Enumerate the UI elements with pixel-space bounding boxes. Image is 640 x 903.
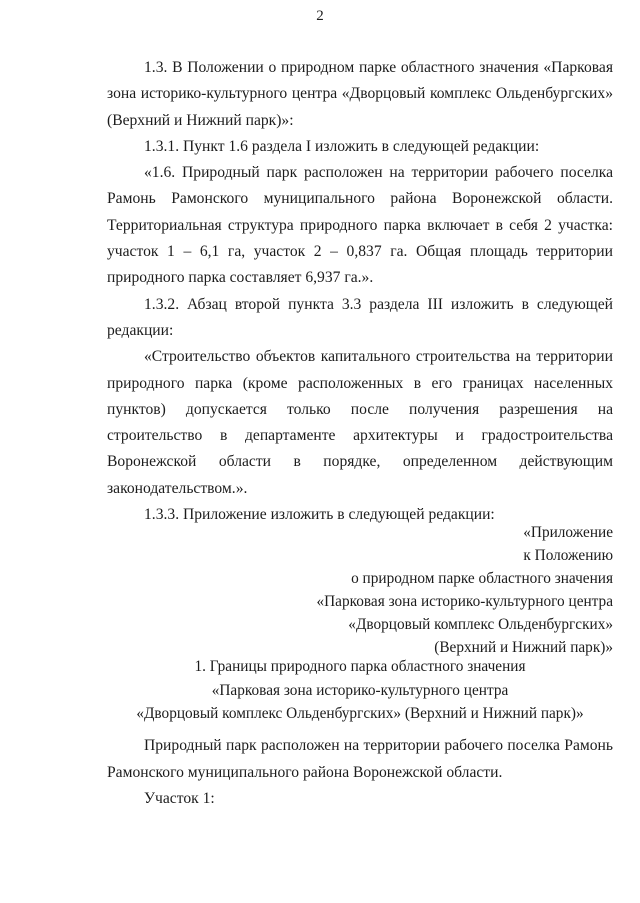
paragraph-1-3-3: 1.3.3. Приложение изложить в следующей редакции: [144,506,495,524]
appendix-line: (Верхний и Нижний парк)» [434,639,613,656]
paragraph-1-3-1: 1.3.1. Пункт 1.6 раздела I изложить в следующей редакции: [144,137,540,155]
page-number: 2 [316,8,324,24]
heading-line: «Дворцовый комплекс Ольденбургских» (Верхний и Нижний парк)» [136,705,584,722]
location-paragraph: Природный парк расположен на территории рабочего поселка Рамонь Рамонского муниципального района Воронежской области. [107,737,613,781]
plot-1-label: Участок 1: [144,790,215,807]
location-text [107,733,613,813]
appendix-line: к Положению [523,547,613,564]
heading-line: «Парковая зона историко-культурного центра [211,681,509,699]
appendix-header [316,521,613,659]
quoted-item-1-6: «1.6. Природный парк расположен на территории рабочего поселка Рамонь Рамонского муниципального района Воронежской области. Территориальная структура природного парка включает в себя 2 участка: участок 1 – 6,1 га, участок 2 – 0,837 га. Общая площадь территории природного парка составляет 6,937 га.». [107,164,613,287]
appendix-line: о природном парке областного значения [351,570,613,587]
section-heading [107,655,613,726]
paragraph-1-3-2: 1.3.2. Абзац второй пункта 3.3 раздела III изложить в следующей редакции: [107,295,613,339]
quoted-construction-clause: «Строительство объектов капитального строительства на территории природного парка (кроме расположенных в его границах населенных пунктов) допускается только после получения разрешения на строительство в департаменте архитектуры и градостроительства Воронежской области в порядке, определенном действующим законодательством.». [107,348,613,497]
appendix-line: «Парковая зона историко-культурного центра [316,593,613,610]
paragraph-1-3: 1.3. В Положении о природном парке областного значения «Парковая зона историко-культурного центра «Дворцовый комплекс Ольденбургских» (Верхний и Нижний парк)»: [107,59,613,129]
appendix-line: «Приложение [523,524,613,541]
amendment-text [107,55,613,528]
heading-line: 1. Границы природного парка областного значения [194,658,526,675]
appendix-line: «Дворцовый комплекс Ольденбургских» [348,616,613,633]
